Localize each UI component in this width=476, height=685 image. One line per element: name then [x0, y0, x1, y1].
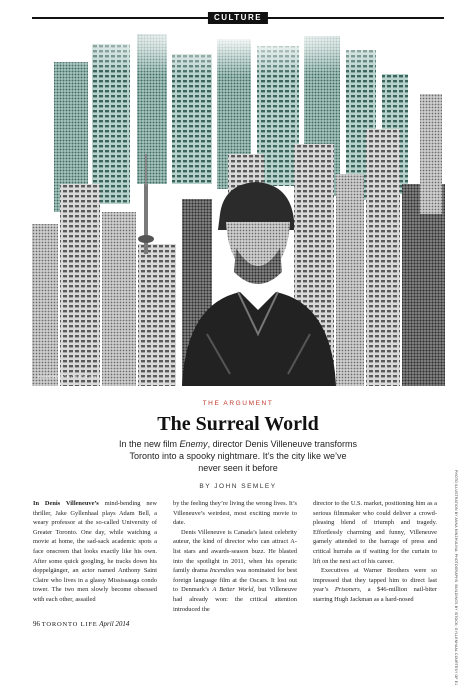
cover-illustration: [32, 34, 445, 386]
dek-text-b: , director Denis Villeneuve transforms Toronto into a spooky nightmare. It’s the city like we’ve never seen it before: [129, 439, 357, 473]
city-collage: [32, 34, 445, 386]
section-label: CULTURE: [208, 12, 268, 24]
paragraph-3: [173, 528, 297, 614]
section-header: [32, 12, 444, 24]
issue-date: April 2014: [99, 620, 130, 628]
dek-film-title: Enemy: [179, 439, 208, 449]
photo-credit-vertical: [452, 470, 458, 685]
paragraph-5: [313, 566, 437, 604]
photo-credit-text: PHOTO ILLUSTRATION BY ANNA MINZHULINA; PHOTOGRAPHS: BUILDINGS BY ISTOCK; GYLLENHAAL COURTESY OF E1: [454, 470, 458, 685]
article-kicker: THE ARGUMENT: [202, 400, 274, 407]
article-dek: [118, 438, 358, 474]
paragraph-3-text-c: , but Villeneuve had already won: the critical attention introduced the: [173, 586, 297, 613]
paragraph-3-text-a: Denis Villeneuve is Canada’s latest celebrity auteur, the kind of director who can attract A-list stars and awards-season buzz. He blasted into the spotlight in 2011, when his operatic family drama: [173, 528, 297, 575]
dek-text-a: In the new film: [119, 439, 180, 449]
paragraph-2: by the feeling they’re living the wrong lives. It’s Villeneuve’s weirdest, most exciting movie to date.: [173, 500, 297, 527]
paragraph-5-text-a: Executives at Warner Brothers were so impressed that they tapped him to direct last year’s: [313, 567, 437, 594]
publication-name: TORONTO LIFE: [41, 621, 98, 628]
page-number: 96: [33, 620, 40, 628]
paragraph-4: director to the U.S. market, positioning him as a serious filmmaker who could deliver a crowd-pleasing blend of triumph and tragedy. Effortlessly charming and funny, Villeneuve gamely attended to the barrage of press and critical hurrahs as if waiting for the curtain to lift on the next act of his career.: [313, 500, 437, 565]
lead-in: In Denis Villeneuve’s: [33, 500, 99, 507]
paragraph-1: [33, 499, 157, 605]
body-column-3: [313, 499, 437, 605]
byline: BY JOHN SEMLEY: [199, 483, 277, 490]
page-folio: [33, 620, 129, 628]
paragraph-5-text-b: , a $46-million nail-biter starring Hugh Jackman as a hard-nosed: [313, 586, 438, 603]
article-title: The Surreal World: [157, 413, 319, 435]
body-column-2: [173, 499, 297, 614]
body-column-1: [33, 499, 157, 605]
film-title-better-world: A Better World: [212, 586, 254, 594]
paragraph-3-text-b: was nominated for best foreign language film at the Oscars. It lost out to Denmark’s: [173, 567, 297, 594]
film-title-prisoners: Prisoners: [334, 586, 360, 594]
illustration-credit: ILLUSTRATION CREDIT LINE: [38, 374, 100, 379]
film-title-incendies: Incendies: [209, 567, 235, 575]
paragraph-1-text: mind-bending new thriller, Jake Gyllenhaal plays Adam Bell, a weary professor at the so-called University of Greater Toronto. One day, while watching a movie at home, the sad-sack academic spots a face onscreen that looks exactly like his own. After some quick googling, he tracks down his doppelgänger, an actor named Anthony Saint Claire who lives in a glassy Mississauga condo tower. The two men slowly become obsessed with each other, assailed: [33, 500, 157, 603]
